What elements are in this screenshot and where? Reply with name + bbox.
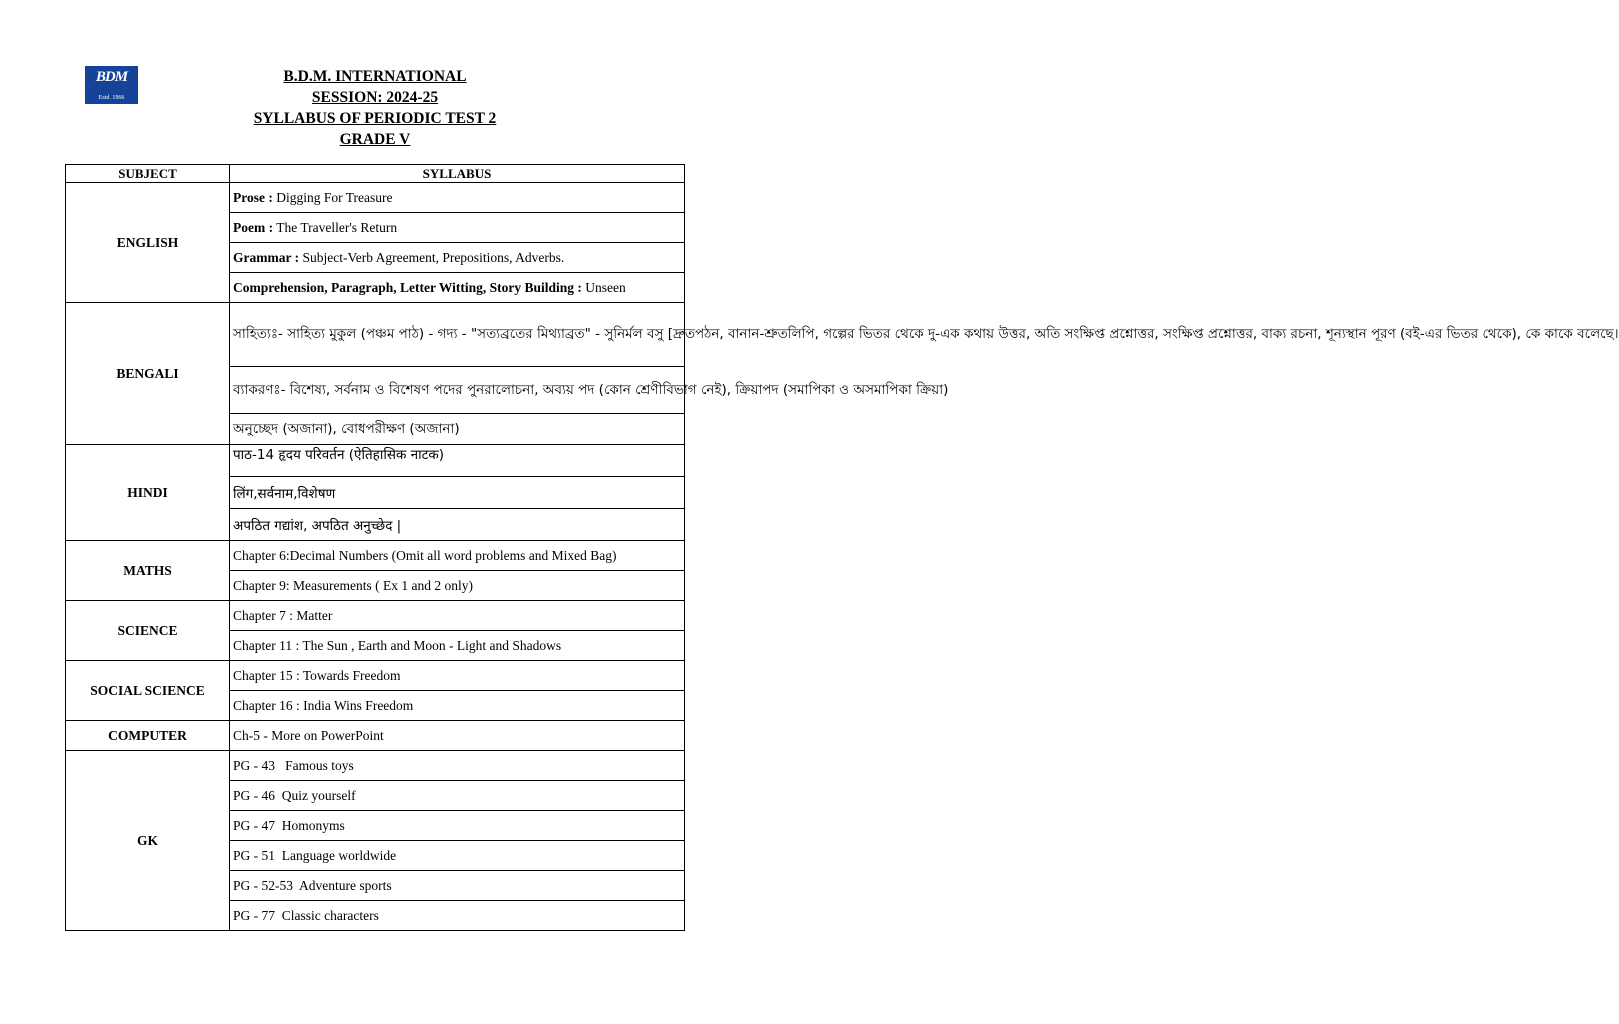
school-logo [85, 66, 138, 104]
table-row [66, 183, 685, 213]
subject-science: SCIENCE [66, 601, 230, 661]
table-row [66, 445, 685, 477]
item-text: Digging For Treasure [272, 189, 393, 205]
syllabus-column-header: SYLLABUS [230, 165, 685, 183]
subject-computer: COMPUTER [66, 721, 230, 751]
syllabus-item: PG - 52-53 Adventure sports [230, 871, 685, 901]
logo-monogram: BDM [95, 69, 128, 85]
item-text: The Traveller's Return [273, 219, 398, 235]
syllabus-item: Chapter 11 : The Sun , Earth and Moon - Light and Shadows [230, 631, 685, 661]
table-row [66, 303, 685, 367]
session: SESSION: 2024-25 [311, 89, 439, 106]
syllabus-item: Chapter 16 : India Wins Freedom [230, 691, 685, 721]
subject-hindi: HINDI [66, 445, 230, 541]
syllabus-item: पाठ-14 हृदय परिवर्तन (ऐतिहासिक नाटक) [230, 445, 685, 477]
logo-estd: Estd. 1966 [98, 95, 125, 101]
syllabus-item [230, 213, 685, 243]
item-label: Comprehension, Paragraph, Letter Witting, Story Building : [233, 279, 582, 295]
table-row [66, 661, 685, 691]
document-title: SYLLABUS OF PERIODIC TEST 2 [253, 110, 497, 127]
syllabus-item: PG - 51 Language worldwide [230, 841, 685, 871]
syllabus-item: সাহিত্যঃ- সাহিত্য মুকুল (পঞ্চম পাঠ) - গদ্য - "সত্যব্রতের মিথ্যাব্রত" - সুনির্মল বসু [দ্রুতপঠন, বানান-শ্রুতলিপি, গল্পের ভিতর থেকে দু-এক কথায় উত্তর, অতি সংক্ষিপ্ত প্রশ্নোত্তর, সংক্ষিপ্ত প্রশ্নোত্তর, বাক্য রচনা, শূন্যস্থান পূরণ (বই-এর ভিতর থেকে), কে কাকে বলেছে। [230, 303, 685, 367]
table-row [66, 601, 685, 631]
syllabus-item: Ch-5 - More on PowerPoint [230, 721, 685, 751]
table-header-row [66, 165, 685, 183]
syllabus-item: অনুচ্ছেদ (অজানা), বোধপরীক্ষণ (অজানা) [230, 414, 685, 445]
item-label: Prose : [233, 189, 273, 205]
subject-maths: MATHS [66, 541, 230, 601]
item-label: Grammar : [233, 249, 300, 265]
syllabus-item: Chapter 7 : Matter [230, 601, 685, 631]
table-row [66, 541, 685, 571]
document-heading [190, 66, 560, 150]
syllabus-item: PG - 43 Famous toys [230, 751, 685, 781]
syllabus-item: Chapter 15 : Towards Freedom [230, 661, 685, 691]
syllabus-item: अपठित गद्यांश, अपठित अनुच्छेद | [230, 509, 685, 541]
item-label: Poem : [233, 219, 274, 235]
syllabus-item: PG - 46 Quiz yourself [230, 781, 685, 811]
syllabus-item: Chapter 6:Decimal Numbers (Omit all word problems and Mixed Bag) [230, 541, 685, 571]
subject-gk: GK [66, 751, 230, 931]
syllabus-item [230, 183, 685, 213]
subject-bengali: BENGALI [66, 303, 230, 445]
subject-column-header: SUBJECT [66, 165, 230, 183]
table-row [66, 751, 685, 781]
grade: GRADE V [339, 131, 411, 148]
item-text: Unseen [581, 279, 626, 295]
syllabus-item: ব্যাকরণঃ- বিশেষ্য, সর্বনাম ও বিশেষণ পদের পুনরালোচনা, অব্যয় পদ (কোন শ্রেণীবিভাগ নেই), ক্রিয়াপদ (সমাপিকা ও অসমাপিকা ক্রিয়া) [230, 367, 685, 414]
item-text: Subject-Verb Agreement, Prepositions, Adverbs. [299, 249, 565, 265]
syllabus-table [65, 164, 1619, 931]
school-name: B.D.M. INTERNATIONAL [283, 68, 467, 85]
syllabus-item [230, 243, 685, 273]
syllabus-item [230, 273, 685, 303]
syllabus-item: Chapter 9: Measurements ( Ex 1 and 2 only) [230, 571, 685, 601]
syllabus-item: लिंग,सर्वनाम,विशेषण [230, 477, 685, 509]
syllabus-item: PG - 77 Classic characters [230, 901, 685, 931]
table-row [66, 721, 685, 751]
subject-english: ENGLISH [66, 183, 230, 303]
subject-social-science: SOCIAL SCIENCE [66, 661, 230, 721]
syllabus-item: PG - 47 Homonyms [230, 811, 685, 841]
